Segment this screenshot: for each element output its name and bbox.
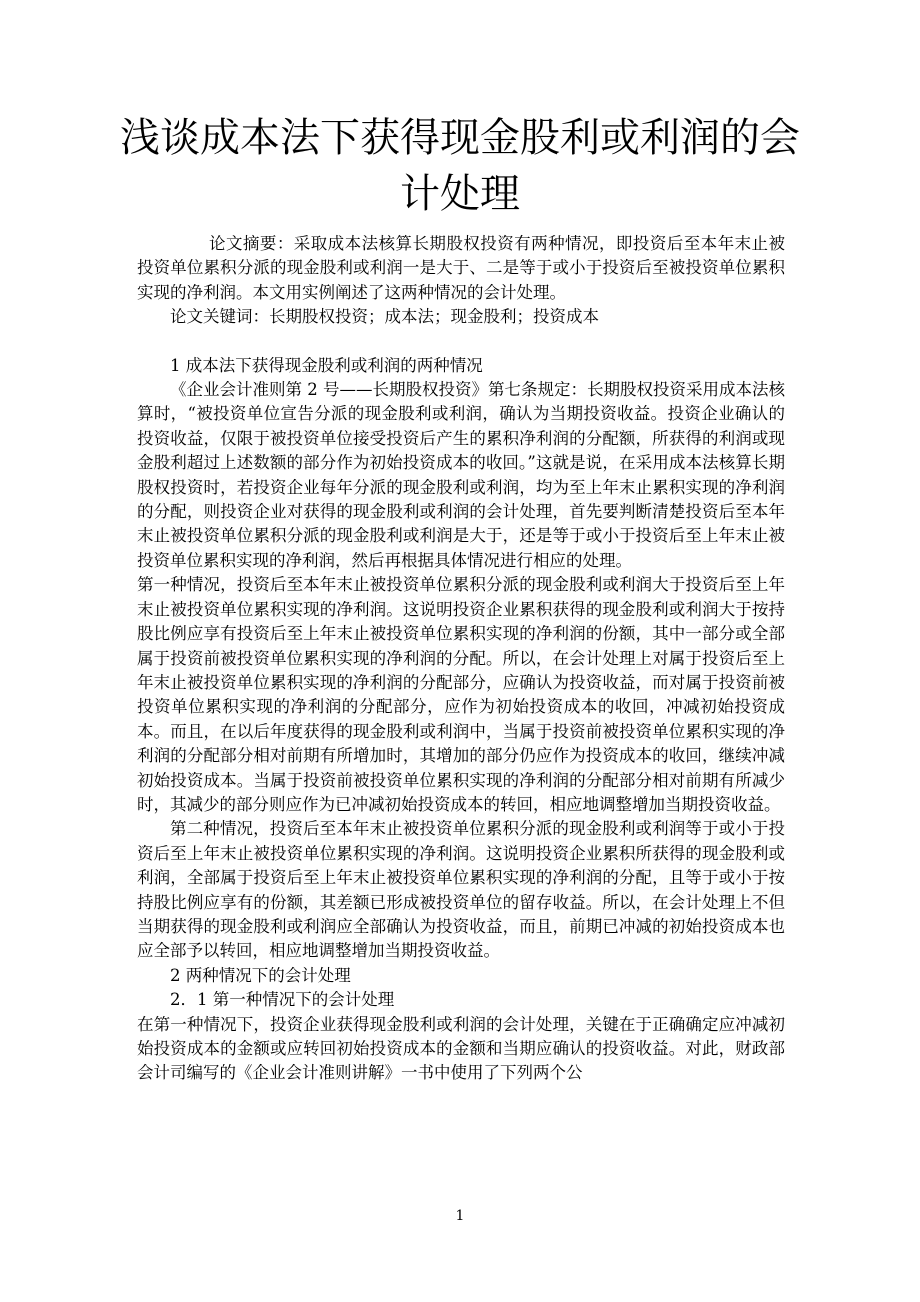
spacer (137, 330, 785, 354)
title-line-1: 浅谈成本法下获得现金股利或利润的会 (120, 115, 800, 161)
section-2-1-heading: 2．1 第一种情况下的会计处理 (170, 990, 395, 1010)
paragraph-4: 在第一种情况下，投资企业获得现金股利或利润的会计处理，关键在于正确确定应冲减初始投资成本的金额或应转回初始投资成本的金额和当期应确认的投资收益。对此，财政部会计司编写的《企业会计准则讲解》一书中使用了下列两个公 (137, 1014, 785, 1083)
document-title (120, 110, 800, 222)
document-body (137, 232, 785, 1086)
keywords-paragraph: 论文关键词：长期股权投资；成本法；现金股利；投资成本 (170, 307, 599, 327)
section-1-heading: 1 成本法下获得现金股利或利润的两种情况 (170, 355, 483, 375)
abstract-paragraph: 论文摘要：采取成本法核算长期股权投资有两种情况，即投资后至本年末止被投资单位累积分派的现金股利或利润一是大于、二是等于或小于投资后至被投资单位累积实现的净利润。本文用实例阐述了这两种情况的会计处理。 (137, 234, 785, 302)
paragraph-2: 第一种情况，投资后至本年末止被投资单位累积分派的现金股利或利润大于投资后至上年末止被投资单位累积实现的净利润。这说明投资企业累积获得的现金股利或利润大于按持股比例应享有投资后至上年末止被投资单位累积实现的净利润的份额，其中一部分或全部属于投资前被投资单位累积实现的净利润的分配。所以，在会计处理上对属于投资后至上年末止被投资单位累积实现的净利润的分配部分，应确认为投资收益，而对属于投资前被投资单位累积实现的净利润的分配部分，应作为初始投资成本的收回，冲减初始投资成本。而且，在以后年度获得的现金股利或利润中，当属于投资前被投资单位累积实现的净利润的分配部分相对前期有所增加时，其增加的部分仍应作为投资成本的收回，继续冲减初始投资成本。当属于投资前被投资单位累积实现的净利润的分配部分相对前期有所减少时，其减少的部分则应作为已冲减初始投资成本的转回，相应地调整增加当期投资收益。 (137, 575, 785, 814)
paragraph-3: 第二种情况，投资后至本年末止被投资单位累积分派的现金股利或利润等于或小于投资后至上年末止被投资单位累积实现的净利润。这说明投资企业累积所获得的现金股利或利润，全部属于投资后至上年末止被投资单位累积实现的净利润的分配，且等于或小于按持股比例应享有的份额，其差额已形成被投资单位的留存收益。所以，在会计处理上不但当期获得的现金股利或利润应全部确认为投资收益，而且，前期已冲减的初始投资成本也应全部予以转回，相应地调整增加当期投资收益。 (137, 819, 785, 961)
page-number: 1 (455, 1208, 465, 1224)
section-2-heading: 2 两种情况下的会计处理 (170, 965, 351, 985)
paragraph-1: 《企业会计准则第 2 号——长期股权投资》第七条规定：长期股权投资采用成本法核算时，“被投资单位宣告分派的现金股利或利润，确认为当期投资收益。投资企业确认的投资收益，仅限于被投资单位接受投资后产生的累积净利润的分配额，所获得的利润或现金股利超过上述数额的部分作为初始投资成本的收回。”这就是说，在采用成本法核算长期股权投资时，若投资企业每年分派的现金股利或利润，均为至上年末止累积实现的净利润的分配，则投资企业对获得的现金股利或利润的会计处理，首先要判断清楚投资后至本年末止被投资单位累积分派的现金股利或利润是大于，还是等于或小于投资后至上年末止被投资单位累积实现的净利润，然后再根据具体情况进行相应的处理。 (137, 380, 785, 570)
title-line-2: 计处理 (400, 171, 520, 217)
